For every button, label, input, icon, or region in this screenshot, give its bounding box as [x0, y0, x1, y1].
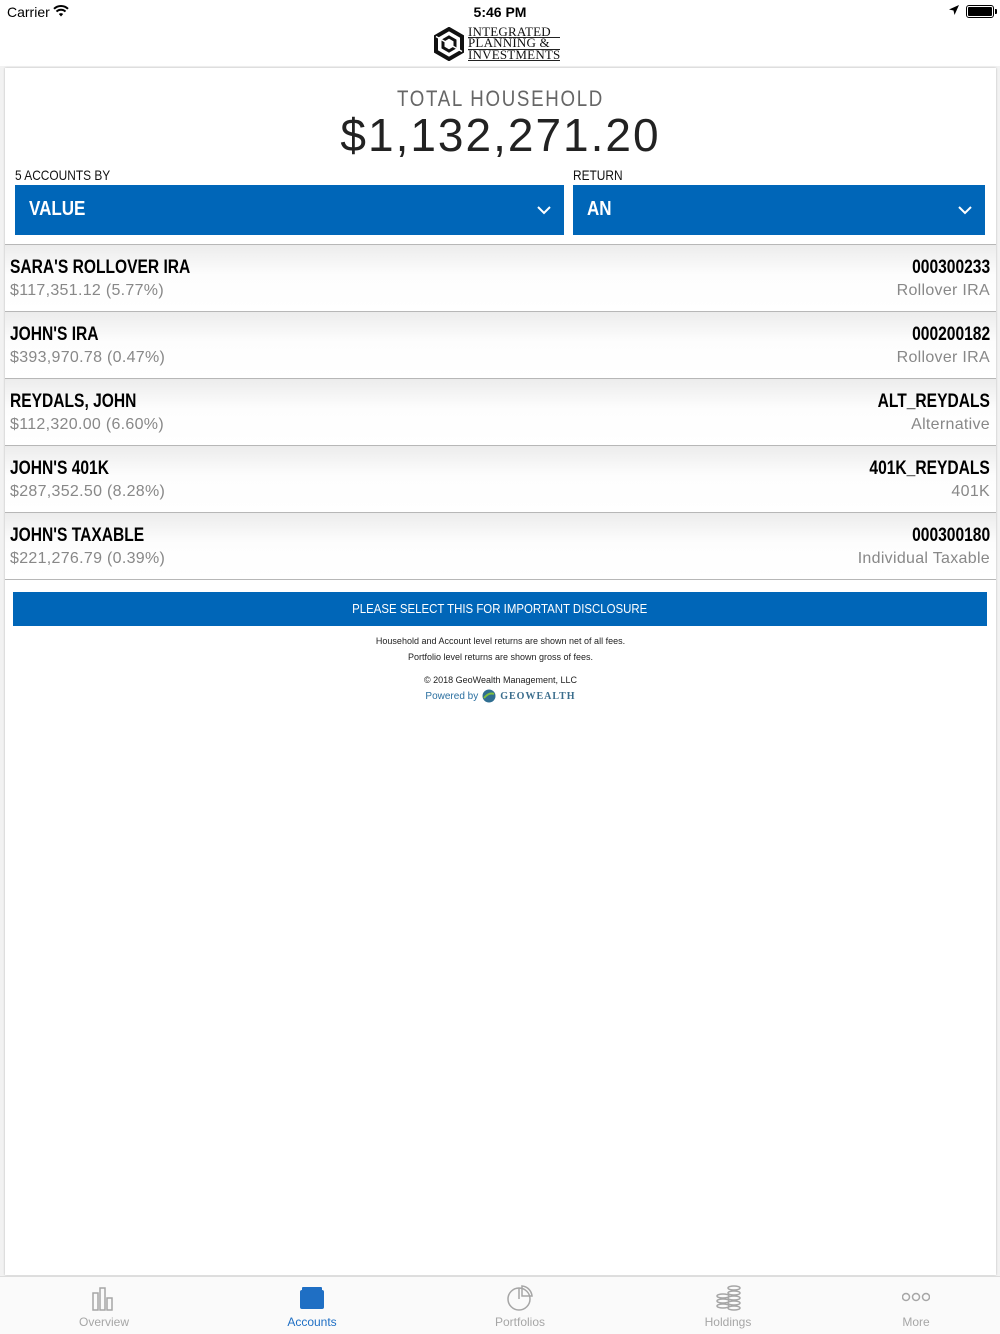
account-name: JOHN'S IRA — [10, 324, 99, 345]
carrier-label: Carrier — [7, 4, 50, 20]
battery-icon — [966, 5, 994, 18]
more-dots-icon — [902, 1284, 930, 1312]
tab-label: Holdings — [704, 1315, 752, 1329]
return-label: RETURN — [573, 167, 623, 183]
account-row[interactable] — [5, 245, 996, 312]
bar-chart-icon — [90, 1284, 118, 1312]
account-number: 401K_REYDALS — [869, 458, 990, 479]
account-row[interactable] — [5, 513, 996, 580]
account-number: 000300233 — [912, 257, 990, 278]
logo-wordmark — [468, 23, 561, 62]
powered-by-label: Powered by — [425, 690, 479, 702]
account-type: 401K — [951, 483, 990, 500]
disclosure-button-label: PLEASE SELECT THIS FOR IMPORTANT DISCLOSURE — [352, 601, 648, 616]
tab-holdings[interactable] — [628, 1277, 828, 1334]
total-household-value: $1,132,271.20 — [340, 109, 661, 161]
geowealth-wordmark: GEOWEALTH — [500, 690, 576, 702]
return-select[interactable] — [573, 185, 985, 235]
tab-portfolios[interactable] — [420, 1277, 620, 1334]
logo-line-3: INVESTMENTS — [468, 46, 561, 62]
tab-label: Portfolios — [494, 1315, 546, 1329]
tab-label: Accounts — [287, 1315, 337, 1329]
chevron-down-icon — [536, 202, 552, 218]
account-name: SARA'S ROLLOVER IRA — [10, 257, 191, 278]
account-type: Alternative — [911, 416, 990, 433]
accounts-list — [5, 244, 996, 580]
account-name: JOHN'S TAXABLE — [10, 525, 145, 546]
account-amount: $112,320.00 (6.60%) — [10, 416, 164, 433]
account-type: Rollover IRA — [896, 349, 990, 366]
sort-by-select[interactable] — [15, 185, 564, 235]
total-household-label: TOTAL HOUSEHOLD — [396, 86, 605, 111]
account-number: ALT_REYDALS — [877, 391, 990, 412]
sort-by-label: 5 ACCOUNTS BY — [15, 167, 111, 183]
tab-label: Overview — [78, 1315, 129, 1329]
account-amount: $393,970.78 (0.47%) — [10, 349, 166, 366]
fees-note-household: Household and Account level returns are shown net of all fees. — [375, 636, 626, 646]
clock: 5:46 PM — [473, 4, 527, 20]
return-value: AN — [587, 198, 612, 220]
account-number: 000200182 — [912, 324, 990, 345]
tab-accounts[interactable] — [212, 1277, 412, 1334]
account-row[interactable] — [5, 312, 996, 379]
account-number: 000300180 — [912, 525, 990, 546]
fees-note-portfolio: Portfolio level returns are shown gross of fees. — [407, 652, 594, 662]
account-amount: $287,352.50 (8.28%) — [10, 483, 166, 500]
pie-chart-icon — [506, 1284, 534, 1312]
location-arrow-icon — [948, 4, 960, 16]
disclosure-button[interactable] — [13, 592, 987, 626]
account-name: REYDALS, JOHN — [10, 391, 137, 412]
wallet-icon — [298, 1284, 326, 1312]
chevron-down-icon — [957, 202, 973, 218]
account-amount: $221,276.79 (0.39%) — [10, 550, 166, 567]
powered-by — [5, 689, 996, 703]
account-row[interactable] — [5, 379, 996, 446]
account-row[interactable] — [5, 446, 996, 513]
logo-line-2: PLANNING & — [468, 38, 560, 50]
sort-by-value: VALUE — [29, 198, 86, 220]
account-name: JOHN'S 401K — [10, 458, 109, 479]
tab-bar — [0, 1276, 1000, 1334]
account-type: Individual Taxable — [857, 550, 990, 567]
account-type: Rollover IRA — [896, 282, 990, 299]
geowealth-logo-icon — [482, 689, 496, 703]
tab-more[interactable] — [816, 1277, 1000, 1334]
logo-mark-icon — [432, 27, 466, 61]
tab-label: More — [902, 1315, 930, 1329]
account-amount: $117,351.12 (5.77%) — [10, 282, 164, 299]
accounts-card — [5, 68, 996, 1275]
tab-overview[interactable] — [4, 1277, 204, 1334]
logo-line-1: INTEGRATED — [468, 27, 560, 39]
brand-logo — [432, 23, 561, 62]
coins-icon — [714, 1284, 742, 1312]
app-header — [0, 24, 1000, 66]
status-bar — [0, 0, 1000, 24]
copyright: © 2018 GeoWealth Management, LLC — [423, 675, 578, 685]
